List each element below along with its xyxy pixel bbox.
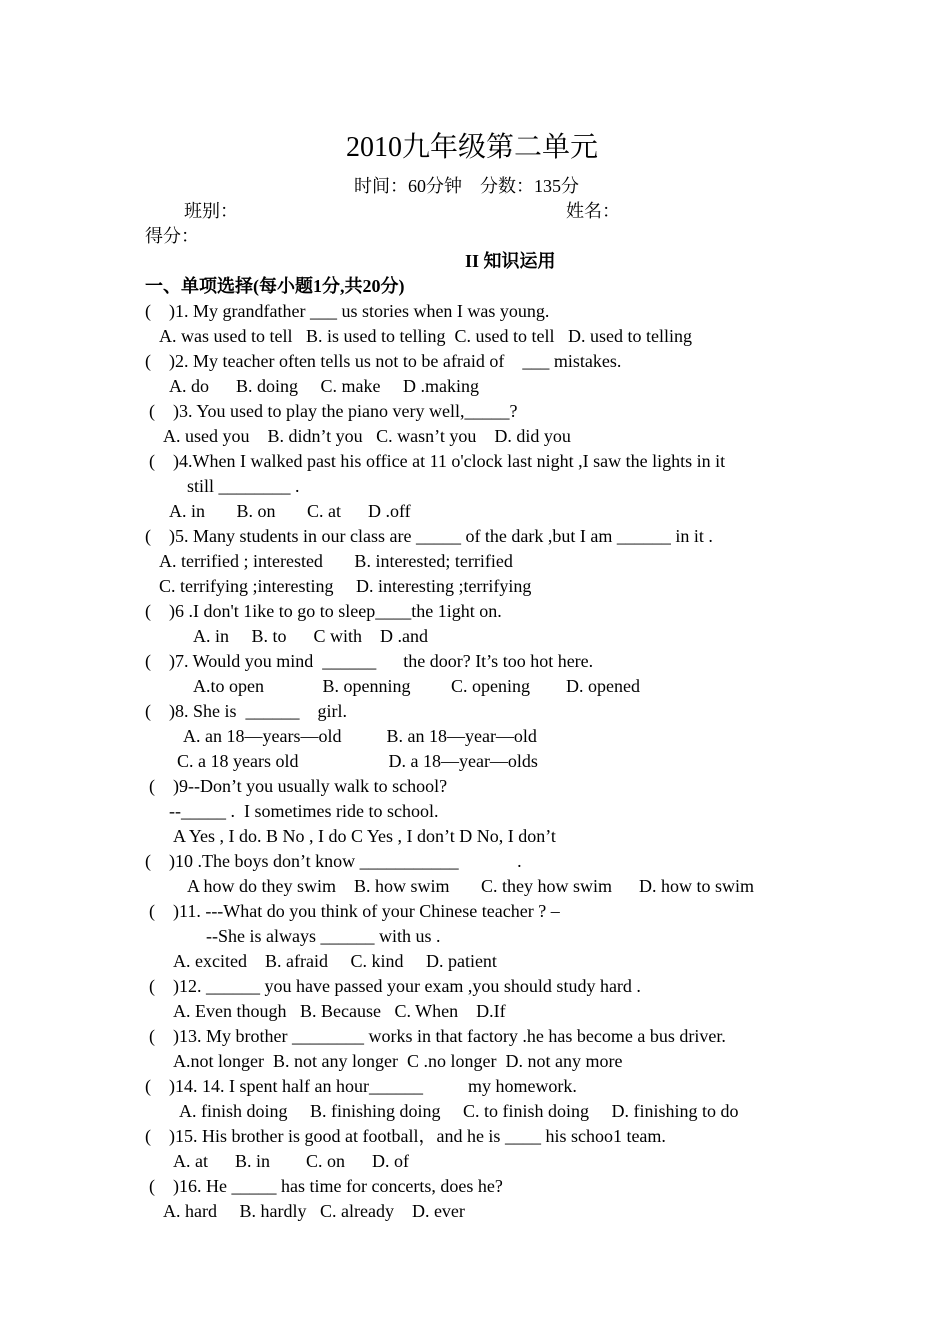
options-4: A. in B. on C. at D .off xyxy=(169,501,411,521)
question-14: ( )14. 14. I spent half an hour______ my homework. xyxy=(145,1076,577,1096)
options-9: A Yes , I do. B No , I do C Yes , I don’t D No, I don’t xyxy=(173,826,556,846)
question-7: ( )7. Would you mind ______ the door? It’s too hot here. xyxy=(145,651,594,671)
question-1: ( )1. My grandfather ___ us stories when I was young. xyxy=(145,301,550,321)
options-12: A. Even though B. Because C. When D.If xyxy=(173,1001,506,1021)
score-label: 得分： xyxy=(145,226,199,246)
question-13: ( )13. My brother ________ works in that factory .he has become a bus driver. xyxy=(149,1026,726,1046)
options-8a: A. an 18—years—old B. an 18—year—old xyxy=(183,726,537,746)
options-5a: A. terrified ; interested B. interested; terrified xyxy=(159,551,513,571)
options-8b: C. a 18 years old D. a 18—year—olds xyxy=(177,751,538,771)
question-3: ( )3. You used to play the piano very well,_____? xyxy=(149,401,518,421)
class-label: 班别： xyxy=(184,201,238,221)
part-heading: 一、单项选择(每小题1分,共20分) xyxy=(145,276,405,296)
question-10: ( )10 .The boys don’t know ___________ . xyxy=(145,851,522,871)
options-5b: C. terrifying ;interesting D. interesting ;terrifying xyxy=(159,576,532,596)
question-2: ( )2. My teacher often tells us not to be afraid of ___ mistakes. xyxy=(145,351,622,371)
question-11-reply: --She is always ______ with us . xyxy=(206,926,441,946)
section-heading: II 知识运用 xyxy=(465,251,556,271)
question-15: ( )15. His brother is good at football，and he is ____ his schoo1 team. xyxy=(145,1126,666,1146)
question-8: ( )8. She is ______ girl. xyxy=(145,701,347,721)
options-10: A how do they swim B. how swim C. they how swim D. how to swim xyxy=(187,876,755,896)
page-title: 2010九年级第二单元 xyxy=(346,132,599,163)
options-7: A.to open B. openning C. opening D. opened xyxy=(193,676,640,696)
question-16: ( )16. He _____ has time for concerts, does he? xyxy=(149,1176,503,1196)
question-11: ( )11. ---What do you think of your Chinese teacher ? – xyxy=(149,901,560,921)
options-15: A. at B. in C. on D. of xyxy=(173,1151,409,1171)
question-6: ( )6 .I don't 1ike to go to sleep____the 1ight on. xyxy=(145,601,502,621)
question-4: ( )4.When I walked past his office at 11 o'clock last night ,I saw the lights in it xyxy=(149,451,726,471)
time-score-info: 时间：60分钟 分数：135分 xyxy=(354,176,579,196)
question-5: ( )5. Many students in our class are _____ of the dark ,but I am ______ in it . xyxy=(145,526,713,546)
options-16: A. hard B. hardly C. already D. ever xyxy=(163,1201,465,1221)
question-4-continued: still ________ . xyxy=(187,476,300,496)
options-2: A. do B. doing C. make D .making xyxy=(169,376,479,396)
question-9: ( )9--Don’t you usually walk to school? xyxy=(149,776,448,796)
question-12: ( )12. ______ you have passed your exam ,you should study hard . xyxy=(149,976,641,996)
options-6: A. in B. to C with D .and xyxy=(193,626,429,646)
options-3: A. used you B. didn’t you C. wasn’t you D. did you xyxy=(163,426,571,446)
options-13: A.not longer B. not any longer C .no longer D. not any more xyxy=(173,1051,623,1071)
options-1: A. was used to tell B. is used to telling C. used to tell D. used to telling xyxy=(159,326,692,346)
options-14: A. finish doing B. finishing doing C. to finish doing D. finishing to do xyxy=(179,1101,739,1121)
options-11: A. excited B. afraid C. kind D. patient xyxy=(173,951,497,971)
question-9-reply: --_____ . I sometimes ride to school. xyxy=(169,801,439,821)
name-label: 姓名： xyxy=(566,201,620,221)
